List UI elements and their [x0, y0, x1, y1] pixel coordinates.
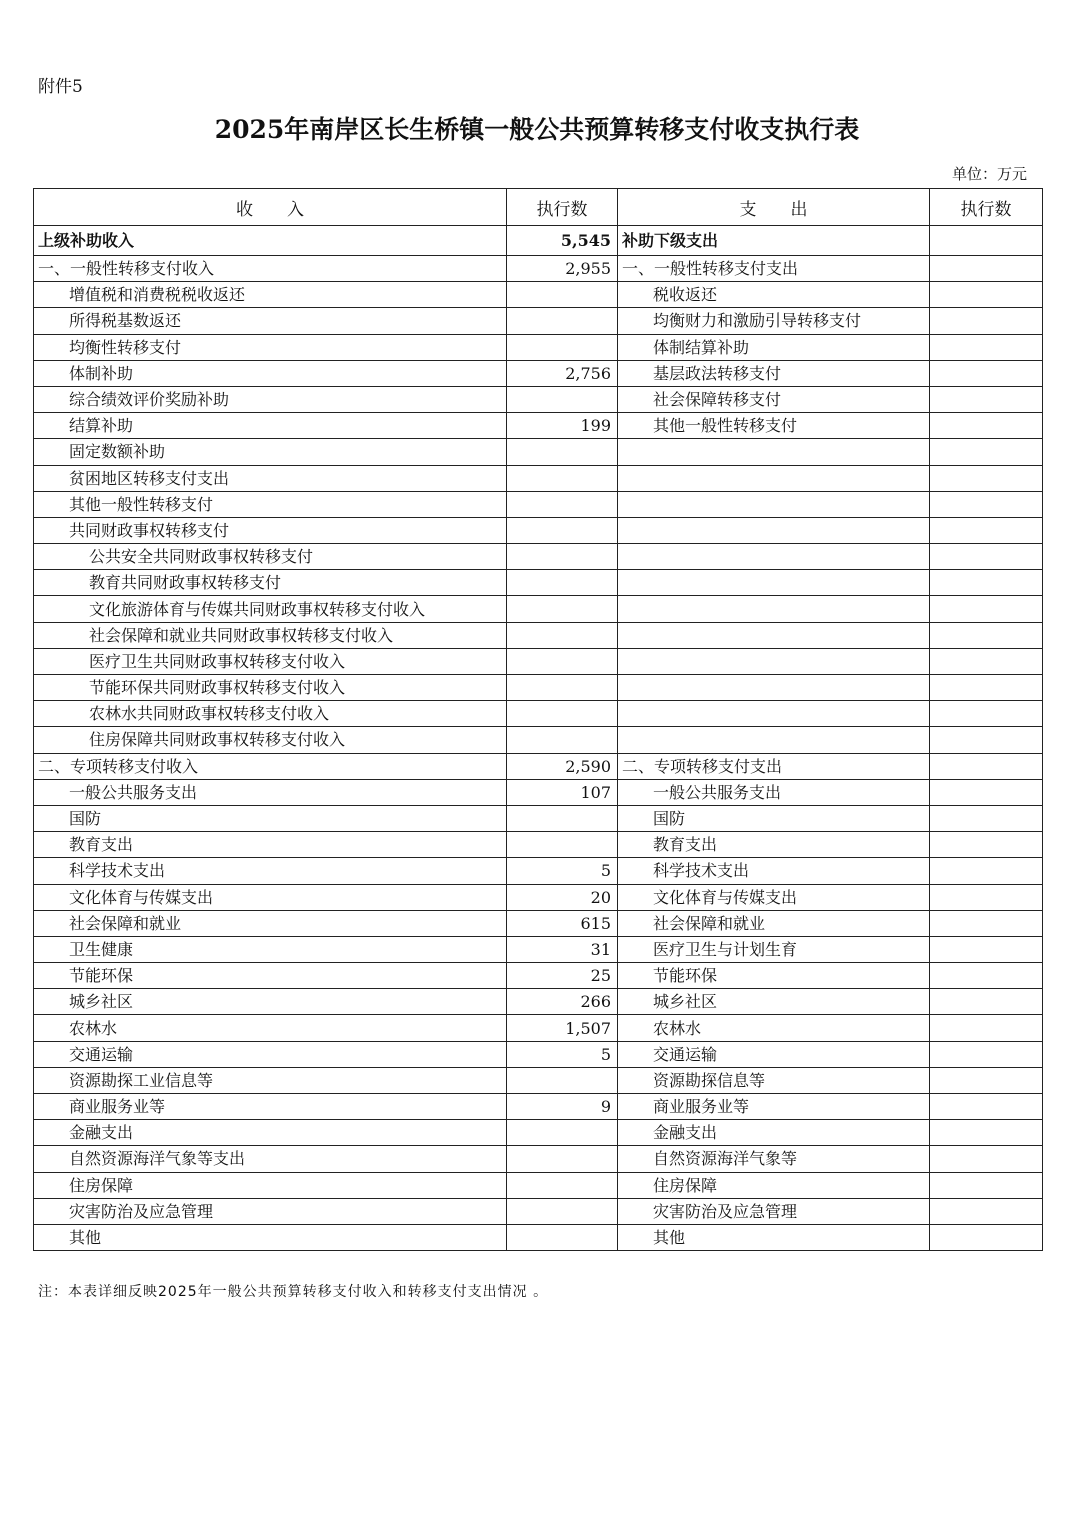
income-value [507, 832, 618, 858]
income-value [507, 1224, 618, 1250]
expense-item: 一般公共服务支出 [618, 779, 930, 805]
income-item: 增值税和消费税税收返还 [34, 282, 507, 308]
income-value [507, 1172, 618, 1198]
income-item: 节能环保共同财政事权转移支付收入 [34, 675, 507, 701]
table-row [34, 884, 1043, 910]
expense-value [930, 858, 1043, 884]
income-item: 住房保障 [34, 1172, 507, 1198]
income-item: 上级补助收入 [34, 226, 507, 256]
table-row [34, 832, 1043, 858]
income-item: 一、一般性转移支付收入 [34, 256, 507, 282]
expense-item: 资源勘探信息等 [618, 1067, 930, 1093]
expense-item [618, 439, 930, 465]
income-item: 金融支出 [34, 1120, 507, 1146]
table-row [34, 805, 1043, 831]
expense-value [930, 1224, 1043, 1250]
expense-item: 文化体育与传媒支出 [618, 884, 930, 910]
expense-item: 国防 [618, 805, 930, 831]
table-row [34, 1015, 1043, 1041]
income-item: 住房保障共同财政事权转移支付收入 [34, 727, 507, 753]
header-income-value: 执行数 [507, 189, 618, 226]
expense-value [930, 1015, 1043, 1041]
income-value [507, 1198, 618, 1224]
expense-value [930, 544, 1043, 570]
expense-value [930, 805, 1043, 831]
page-title: 2025年南岸区长生桥镇一般公共预算转移支付收支执行表 [214, 115, 860, 144]
expense-item: 教育支出 [618, 832, 930, 858]
table-row [34, 1198, 1043, 1224]
unit-label: 单位：万元 [951, 165, 1027, 183]
table-row [34, 386, 1043, 412]
table-row [34, 910, 1043, 936]
income-item: 公共安全共同财政事权转移支付 [34, 544, 507, 570]
expense-value [930, 360, 1043, 386]
income-value: 9 [507, 1094, 618, 1120]
expense-value [930, 1041, 1043, 1067]
expense-item: 社会保障和就业 [618, 910, 930, 936]
income-value [507, 1120, 618, 1146]
income-item: 共同财政事权转移支付 [34, 517, 507, 543]
income-value [507, 439, 618, 465]
expense-item: 医疗卫生与计划生育 [618, 936, 930, 962]
income-item: 教育共同财政事权转移支付 [34, 570, 507, 596]
table-header-row [34, 189, 1043, 226]
expense-value [930, 989, 1043, 1015]
expense-value [930, 1146, 1043, 1172]
income-item: 自然资源海洋气象等支出 [34, 1146, 507, 1172]
income-value: 107 [507, 779, 618, 805]
income-item: 卫生健康 [34, 936, 507, 962]
income-item: 文化旅游体育与传媒共同财政事权转移支付收入 [34, 596, 507, 622]
table-row [34, 1146, 1043, 1172]
income-value: 615 [507, 910, 618, 936]
income-item: 灾害防治及应急管理 [34, 1198, 507, 1224]
expense-item: 一、一般性转移支付支出 [618, 256, 930, 282]
table-row [34, 334, 1043, 360]
income-value [507, 465, 618, 491]
expense-value [930, 282, 1043, 308]
income-value [507, 805, 618, 831]
income-value [507, 386, 618, 412]
income-value [507, 1146, 618, 1172]
table-row [34, 779, 1043, 805]
expense-item [618, 727, 930, 753]
expense-value [930, 596, 1043, 622]
income-value [507, 727, 618, 753]
expense-value [930, 226, 1043, 256]
income-value: 2,756 [507, 360, 618, 386]
income-item: 城乡社区 [34, 989, 507, 1015]
table-row [34, 596, 1043, 622]
income-value: 5 [507, 1041, 618, 1067]
table-row [34, 1041, 1043, 1067]
expense-item: 城乡社区 [618, 989, 930, 1015]
expense-value [930, 1120, 1043, 1146]
income-item: 所得税基数返还 [34, 308, 507, 334]
expense-item: 商业服务业等 [618, 1094, 930, 1120]
expense-item: 交通运输 [618, 1041, 930, 1067]
table-row [34, 648, 1043, 674]
table-row [34, 491, 1043, 517]
expense-value [930, 963, 1043, 989]
expense-value [930, 648, 1043, 674]
expense-item [618, 701, 930, 727]
income-value: 266 [507, 989, 618, 1015]
expense-value [930, 517, 1043, 543]
table-row [34, 727, 1043, 753]
table-row [34, 465, 1043, 491]
expense-item [618, 544, 930, 570]
income-item: 资源勘探工业信息等 [34, 1067, 507, 1093]
header-expense-value: 执行数 [930, 189, 1043, 226]
expense-item [618, 517, 930, 543]
expense-value [930, 753, 1043, 779]
table-row [34, 517, 1043, 543]
income-value [507, 596, 618, 622]
income-value [507, 544, 618, 570]
expense-item [618, 570, 930, 596]
attachment-label: 附件5 [38, 77, 83, 97]
expense-value [930, 256, 1043, 282]
table-row [34, 439, 1043, 465]
income-item: 其他 [34, 1224, 507, 1250]
income-value: 31 [507, 936, 618, 962]
expense-value [930, 1198, 1043, 1224]
expense-item [618, 622, 930, 648]
income-item: 综合绩效评价奖励补助 [34, 386, 507, 412]
income-item: 文化体育与传媒支出 [34, 884, 507, 910]
expense-value [930, 465, 1043, 491]
income-item: 交通运输 [34, 1041, 507, 1067]
expense-value [930, 491, 1043, 517]
expense-value [930, 675, 1043, 701]
table-row [34, 622, 1043, 648]
expense-item [618, 491, 930, 517]
income-item: 农林水共同财政事权转移支付收入 [34, 701, 507, 727]
expense-item [618, 648, 930, 674]
expense-item: 灾害防治及应急管理 [618, 1198, 930, 1224]
income-item: 体制补助 [34, 360, 507, 386]
expense-item: 基层政法转移支付 [618, 360, 930, 386]
income-value [507, 491, 618, 517]
income-value [507, 622, 618, 648]
expense-value [930, 936, 1043, 962]
income-value [507, 701, 618, 727]
table-row [34, 675, 1043, 701]
expense-item: 均衡财力和激励引导转移支付 [618, 308, 930, 334]
expense-item: 补助下级支出 [618, 226, 930, 256]
income-item: 科学技术支出 [34, 858, 507, 884]
income-item: 医疗卫生共同财政事权转移支付收入 [34, 648, 507, 674]
income-value: 1,507 [507, 1015, 618, 1041]
expense-value [930, 413, 1043, 439]
income-value [507, 517, 618, 543]
table-row [34, 413, 1043, 439]
table-row [34, 570, 1043, 596]
income-value [507, 334, 618, 360]
income-value: 20 [507, 884, 618, 910]
expense-value [930, 1094, 1043, 1120]
income-item: 二、专项转移支付收入 [34, 753, 507, 779]
expense-item: 住房保障 [618, 1172, 930, 1198]
table-row [34, 1094, 1043, 1120]
income-item: 国防 [34, 805, 507, 831]
table-row [34, 1224, 1043, 1250]
expense-value [930, 439, 1043, 465]
expense-item: 金融支出 [618, 1120, 930, 1146]
table-row [34, 858, 1043, 884]
expense-value [930, 910, 1043, 936]
expense-value [930, 701, 1043, 727]
income-item: 教育支出 [34, 832, 507, 858]
table-row [34, 226, 1043, 256]
footnote: 注：本表详细反映2025年一般公共预算转移支付收入和转移支付支出情况 。 [38, 1284, 549, 1300]
expense-value [930, 1172, 1043, 1198]
header-expense: 支 出 [618, 189, 930, 226]
income-value: 5,545 [507, 226, 618, 256]
expense-value [930, 1067, 1043, 1093]
income-item: 节能环保 [34, 963, 507, 989]
table-row [34, 701, 1043, 727]
expense-item: 社会保障转移支付 [618, 386, 930, 412]
income-item: 社会保障和就业 [34, 910, 507, 936]
expense-value [930, 622, 1043, 648]
expense-item [618, 465, 930, 491]
income-item: 农林水 [34, 1015, 507, 1041]
table-row [34, 936, 1043, 962]
income-value [507, 648, 618, 674]
expense-value [930, 727, 1043, 753]
expense-item [618, 596, 930, 622]
expense-value [930, 334, 1043, 360]
income-item: 社会保障和就业共同财政事权转移支付收入 [34, 622, 507, 648]
table-row [34, 1172, 1043, 1198]
expense-item: 税收返还 [618, 282, 930, 308]
expense-item: 其他 [618, 1224, 930, 1250]
income-value [507, 308, 618, 334]
expense-value [930, 832, 1043, 858]
budget-table [33, 188, 1043, 1251]
income-value: 2,590 [507, 753, 618, 779]
income-value [507, 570, 618, 596]
table-row [34, 256, 1043, 282]
income-value: 199 [507, 413, 618, 439]
income-item: 其他一般性转移支付 [34, 491, 507, 517]
income-item: 均衡性转移支付 [34, 334, 507, 360]
income-value: 25 [507, 963, 618, 989]
table-row [34, 963, 1043, 989]
expense-item: 体制结算补助 [618, 334, 930, 360]
expense-value [930, 570, 1043, 596]
expense-value [930, 386, 1043, 412]
expense-item: 科学技术支出 [618, 858, 930, 884]
expense-item: 其他一般性转移支付 [618, 413, 930, 439]
income-item: 固定数额补助 [34, 439, 507, 465]
expense-item: 二、专项转移支付支出 [618, 753, 930, 779]
table-row [34, 1120, 1043, 1146]
table-row [34, 544, 1043, 570]
expense-value [930, 884, 1043, 910]
expense-value [930, 308, 1043, 334]
income-item: 商业服务业等 [34, 1094, 507, 1120]
table-row [34, 989, 1043, 1015]
income-item: 贫困地区转移支付支出 [34, 465, 507, 491]
income-item: 一般公共服务支出 [34, 779, 507, 805]
table-row [34, 282, 1043, 308]
income-value: 5 [507, 858, 618, 884]
income-value [507, 675, 618, 701]
table-row [34, 308, 1043, 334]
table-row [34, 360, 1043, 386]
header-income: 收 入 [34, 189, 507, 226]
table-row [34, 1067, 1043, 1093]
expense-value [930, 779, 1043, 805]
expense-item: 自然资源海洋气象等 [618, 1146, 930, 1172]
income-value [507, 282, 618, 308]
table-body [34, 226, 1043, 1251]
expense-item: 节能环保 [618, 963, 930, 989]
income-value [507, 1067, 618, 1093]
income-value: 2,955 [507, 256, 618, 282]
expense-item [618, 675, 930, 701]
table-row [34, 753, 1043, 779]
expense-item: 农林水 [618, 1015, 930, 1041]
income-item: 结算补助 [34, 413, 507, 439]
